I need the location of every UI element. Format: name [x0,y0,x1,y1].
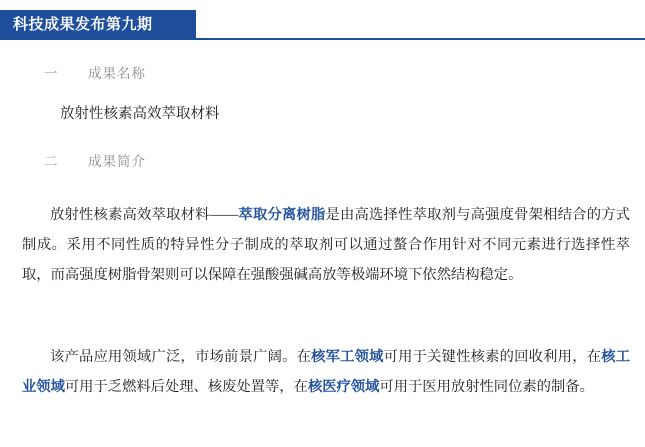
achievement-name: 放射性核素高效萃取材料 [60,106,220,122]
para2-text-3: 可用于乏燃料后处理、核废处置等，在 [64,379,308,396]
intro-paragraph-2 [22,342,630,402]
section-number: 二 [44,154,58,169]
para2-text-1: 该产品应用领域广泛，市场前景广阔。在 [50,349,312,366]
intro-paragraph-1 [22,200,630,290]
section-number: 一 [44,66,58,81]
para1-text-2: 是由高选择性萃取剂与高强度骨架相结合的方式制成。采用不同性质的特异性分子制成的萃取剂可以通过螯合作用针对不同元素进行选择性萃取，而高强度树脂骨架则可以保障在强酸强碱高放等极端环境下依然结构稳定。 [22,207,631,284]
para2-text-4: 可用于医用放射性同位素的制备。 [379,379,594,396]
para1-keyword-1: 萃取分离树脂 [238,207,326,224]
para1-text-1: 放射性核素高效萃取材料—— [50,207,239,224]
document-title-bar [0,10,645,40]
page-title: 科技成果发布第九期 [13,16,153,33]
para2-keyword-2: 核工业领域 [22,349,631,396]
title-divider [0,38,645,40]
section-header-intro [44,152,146,172]
para2-keyword-3: 核医疗领域 [307,379,380,396]
section-label: 成果名称 [88,66,146,81]
section-label: 成果简介 [88,154,146,169]
section-header-name [44,64,146,84]
para2-text-2: 可用于关键性核素的回收利用，在 [383,349,602,366]
para2-keyword-1: 核军工领域 [311,349,384,366]
